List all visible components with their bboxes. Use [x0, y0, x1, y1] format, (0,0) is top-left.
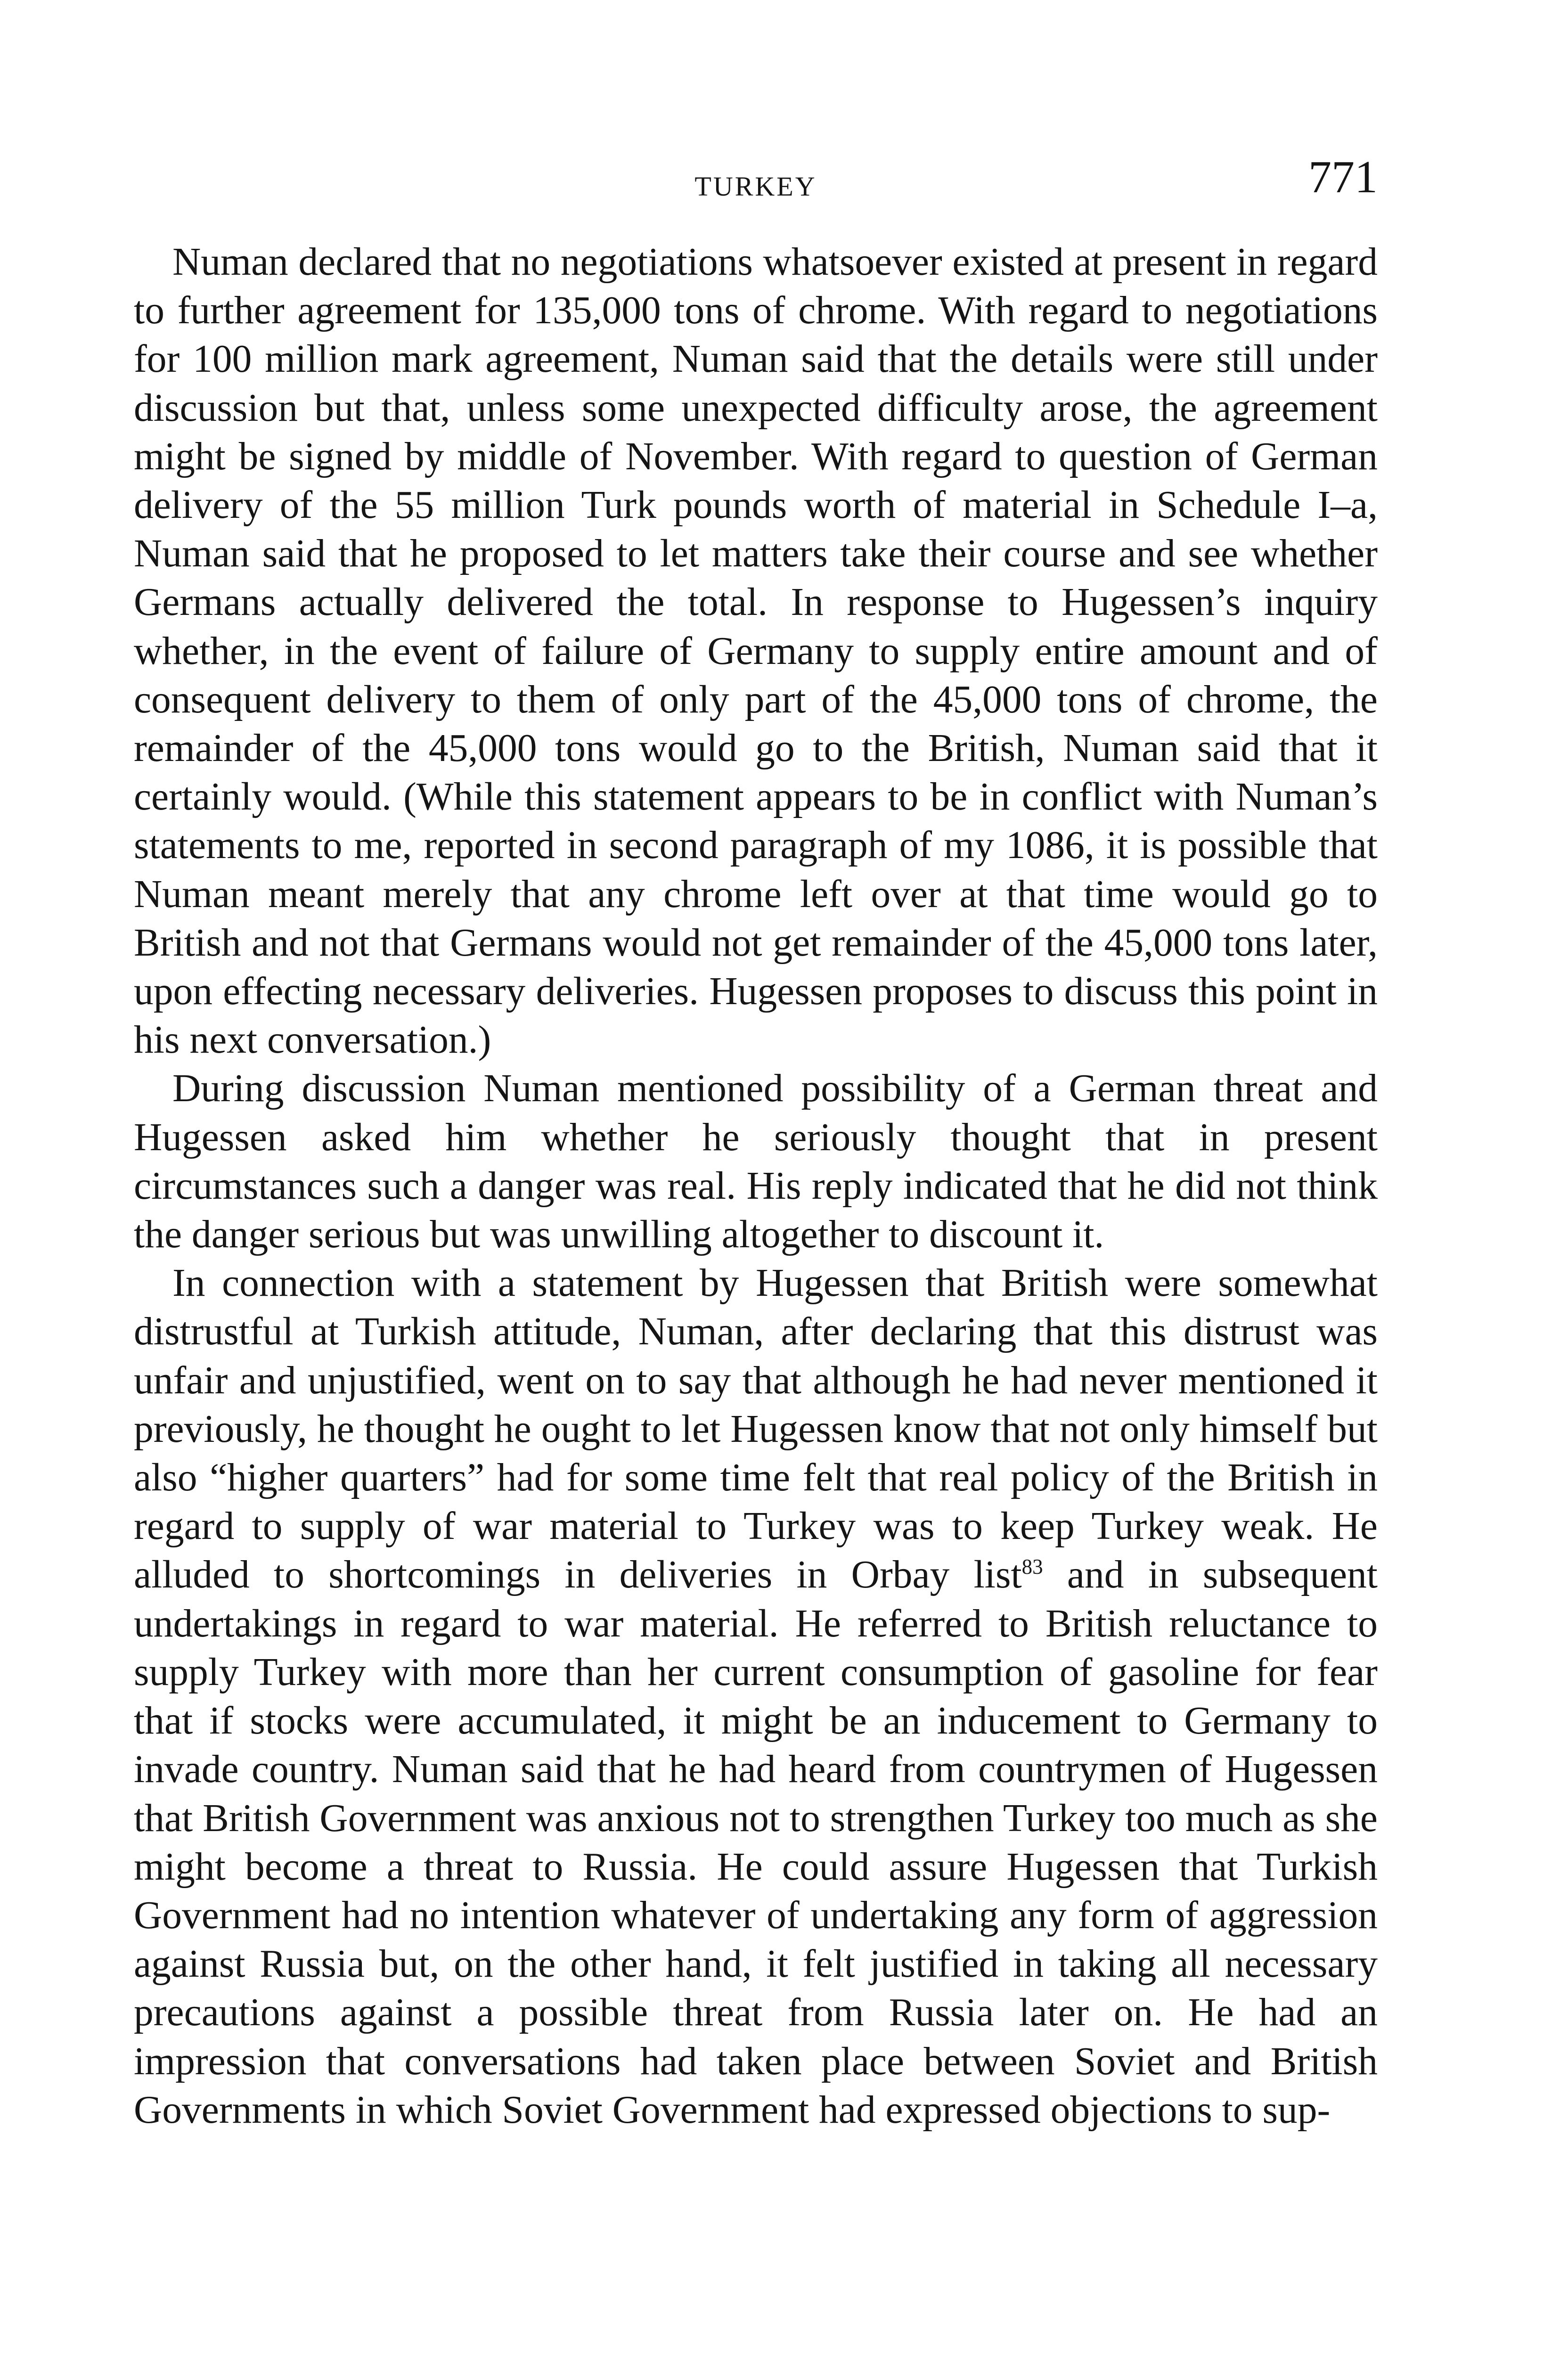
paragraph: Numan declared that no negotiations whatsoever existed at present in regard to further agreement for 135,000 tons of chrome. With regard to negotiations for 100 million mark agreement, Numan said that the details were still under discussion but that, unless some unexpected difficulty arose, the agreement might be signed by middle of November. With regard to question of German delivery of the 55 million Turk pounds worth of material in Schedule I–a, Numan said that he proposed to let matters take their course and see whether Germans actually delivered the total. In response to Hugessen’s inquiry whether, in the event of failure of Germany to supply entire amount and of consequent delivery to them of only part of the 45,000 tons of chrome, the remainder of the 45,000 tons would go to the British, Numan said that it certainly would. (While this statement appears to be in conflict with Numan’s statements to me, reported in second paragraph of my 1086, it is possible that Numan meant merely that any chrome left over at that time would go to British and not that Germans would not get remainder of the 45,000 tons later, upon effecting necessary deliveries. Hugessen proposes to discuss this point in his next conversation.)	[134, 240, 1378, 1062]
page-number: 771	[1308, 152, 1378, 203]
running-title: TURKEY	[694, 171, 817, 202]
paragraph	[134, 1259, 1378, 2135]
paragraph-text: In connection with a statement by Hugessen that British were somewhat distrustful at Turkish attitude, Numan, after declaring that this distrust was unfair and unjustified, went on to say that although he had never mentioned it previously, he thought he ought to let Hugessen know that not only himself but also “higher quarters” had for some time felt that real policy of the British in regard to supply of war material to Turkey was to keep Turkey weak. He alluded to shortcomings in deliveries in Orbay list	[134, 1261, 1378, 1597]
paragraph-text: and in subsequent undertakings in regard to war material. He referred to British reluctance to supply Turkey with more than her current consumption of gasoline for fear that if stocks were accumulated, it might be an inducement to Germany to invade country. Numan said that he had heard from countrymen of Hugessen that British Government was anxious not to strengthen Turkey too much as she might become a threat to Russia. He could assure Hugessen that Turkish Government had no intention whatever of undertaking any form of aggression against Russia but, on the other hand, it felt justified in taking all necessary precautions against a possible threat from Russia later on. He had an impression that conversations had taken place between Soviet and British Governments in which Soviet Government had expressed objections to sup-	[134, 1553, 1378, 2132]
paragraph: During discussion Numan mentioned possibility of a German threat and Hugessen asked him whether he seriously thought that in present circumstances such a danger was real. His reply indicated that he did not think the danger serious but was unwilling altogether to discount it.	[134, 1067, 1378, 1257]
page-header	[134, 151, 1378, 203]
body-text	[134, 238, 1378, 2135]
footnote-reference: 83	[1021, 1555, 1043, 1579]
